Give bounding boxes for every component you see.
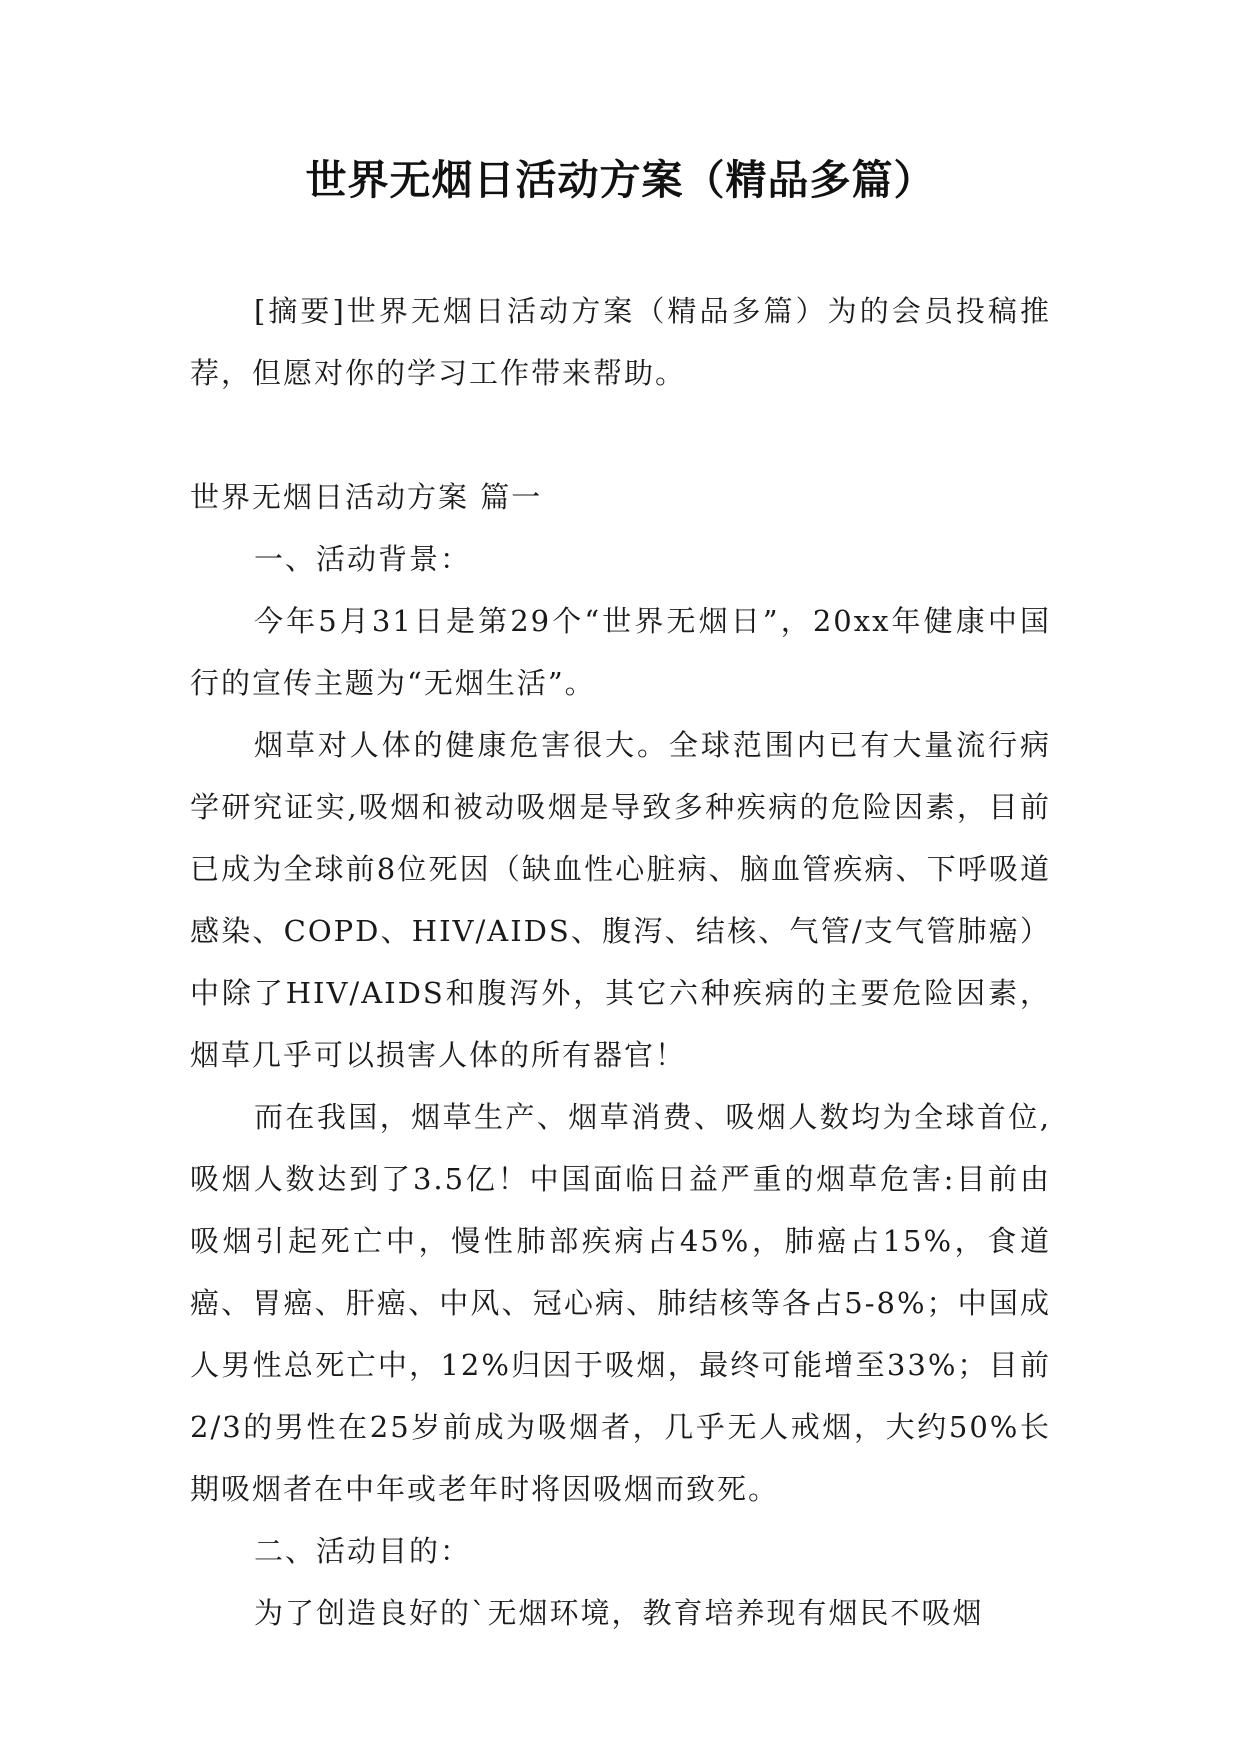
abstract-paragraph: [摘要]世界无烟日活动方案（精品多篇）为的会员投稿推荐，但愿对你的学习工作带来帮助。	[190, 294, 1051, 390]
document-title: 世界无烟日活动方案（精品多篇）	[305, 156, 936, 204]
heading-background: 一、活动背景：	[254, 542, 472, 576]
paragraph-china-statistics: 而在我国，烟草生产、烟草消费、吸烟人数均为全球首位,吸烟人数达到了3.5亿！中国面临日益严重的烟草危害:目前由吸烟引起死亡中，慢性肺部疾病占45%，肺癌占15%，食道癌、胃癌、肝癌、中风、冠心病、肺结核等各占5-8%；中国成人男性总死亡中，12%归因于吸烟，最终可能增至33%；目前2/3的男性在25岁前成为吸烟者，几乎无人戒烟，大约50%长期吸烟者在中年或老年时将因吸烟而致死。	[190, 1100, 1051, 1506]
paragraph-theme: 今年5月31日是第29个“世界无烟日”，20xx年健康中国行的宣传主题为“无烟生活”。	[190, 604, 1051, 700]
paragraph-purpose: 为了创造良好的`无烟环境，教育培养现有烟民不吸烟	[254, 1596, 984, 1630]
heading-purpose: 二、活动目的：	[254, 1534, 472, 1568]
paragraph-health-harm: 烟草对人体的健康危害很大。全球范围内已有大量流行病学研究证实,吸烟和被动吸烟是导致多种疾病的危险因素，目前已成为全球前8位死因（缺血性心脏病、脑血管疾病、下呼吸道感染、COPD、HIV/AIDS、腹泻、结核、气管/支气管肺癌）中除了HIV/AIDS和腹泻外，其它六种疾病的主要危险因素，烟草几乎可以损害人体的所有器官！	[190, 728, 1051, 1072]
section-title: 世界无烟日活动方案 篇一	[190, 480, 543, 514]
